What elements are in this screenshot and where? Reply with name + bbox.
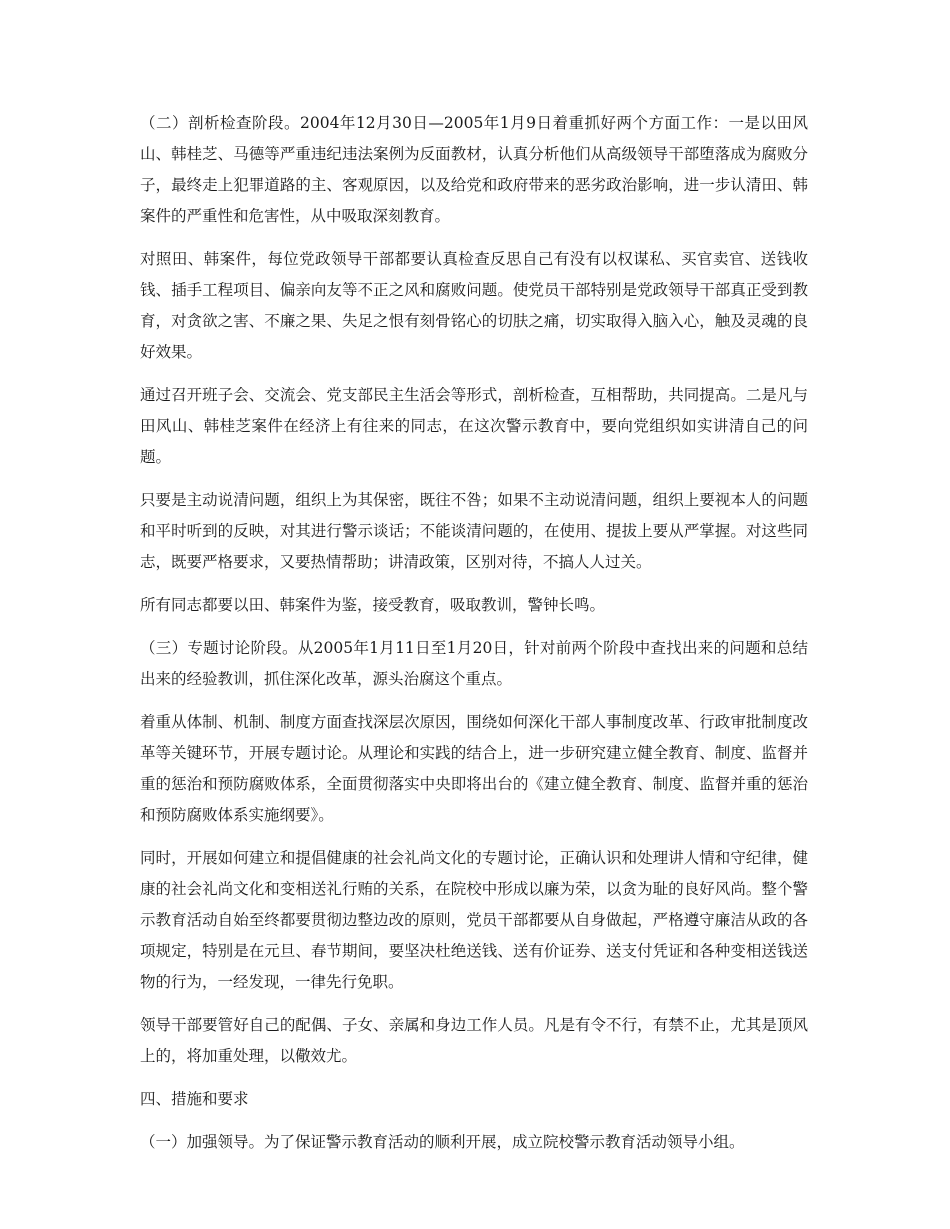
paragraph-stage-two-intro: （二）剖析检查阶段。2004年12月30日—2005年1月9日着重抓好两个方面工作：一是以田风山、韩桂芝、马德等严重违纪违法案例为反面教材，认真分析他们从高级领导干部堕落成为腐败分子，最终走上犯罪道路的主、客观原因，以及给党和政府带来的恶劣政治影响，进一步认清田、韩案件的严重性和危害性，从中吸取深刻教育。 [140,114,808,225]
paragraph-family-management: 领导干部要管好自己的配偶、子女、亲属和身边工作人员。凡是有令不行，有禁不止，尤其是顶风上的，将加重处理，以儆效尤。 [140,1016,808,1065]
document-body [140,108,808,1170]
paragraph-self-examination: 对照田、韩案件，每位党政领导干部都要认真检查反思自己有没有以权谋私、买官卖官、送钱收钱、插手工程项目、偏亲向友等不正之风和腐败问题。使党员干部特别是党政领导干部真正受到教育，对贪欲之害、不廉之果、失足之恨有刻骨铭心的切肤之痛，切实取得入脑入心，触及灵魂的良好效果。 [140,250,808,361]
paragraph-meetings: 通过召开班子会、交流会、党支部民主生活会等形式，剖析检查，互相帮助，共同提高。二是凡与田风山、韩桂芝案件在经济上有往来的同志，在这次警示教育中，要向党组织如实讲清自己的问题。 [140,386,808,466]
paragraph-systemic-causes: 着重从体制、机制、制度方面查找深层次原因，围绕如何深化干部人事制度改革、行政审批制度改革等关键环节，开展专题讨论。从理论和实践的结合上，进一步研究建立健全教育、制度、监督并重的惩治和预防腐败体系，全面贯彻落实中央即将出台的《建立健全教育、制度、监督并重的惩治和预防腐败体系实施纲要》。 [140,713,808,824]
paragraph-leadership: （一）加强领导。为了保证警示教育活动的顺利开展，成立院校警示教育活动领导小组。 [140,1133,745,1151]
section-heading-measures: 四、措施和要求 [140,1090,249,1108]
paragraph-disclosure-policy: 只要是主动说清问题，组织上为其保密，既往不咎；如果不主动说清问题，组织上要视本人的问题和平时听到的反映，对其进行警示谈话；不能谈清问题的，在使用、提拔上要从严掌握。对这些同志，既要严格要求，又要热情帮助；讲清政策，区别对待，不搞人人过关。 [140,491,808,571]
paragraph-stage-three-intro: （三）专题讨论阶段。从2005年1月11日至1月20日，针对前两个阶段中查找出来的问题和总结出来的经验教训，抓住深化改革，源头治腐这个重点。 [140,639,808,688]
paragraph-lesson: 所有同志都要以田、韩案件为鉴，接受教育，吸取教训，警钟长鸣。 [140,596,606,614]
paragraph-culture-discussion: 同时，开展如何建立和提倡健康的社会礼尚文化的专题讨论，正确认识和处理讲人情和守纪律，健康的社会礼尚文化和变相送礼行贿的关系，在院校中形成以廉为荣，以贪为耻的良好风尚。整个警示教育活动自始至终都要贯彻边整边改的原则，党员干部都要从自身做起，严格遵守廉洁从政的各项规定，特别是在元旦、春节期间，要坚决杜绝送钱、送有价证券、送支付凭证和各种变相送钱送物的行为，一经发现，一律先行免职。 [140,849,808,991]
